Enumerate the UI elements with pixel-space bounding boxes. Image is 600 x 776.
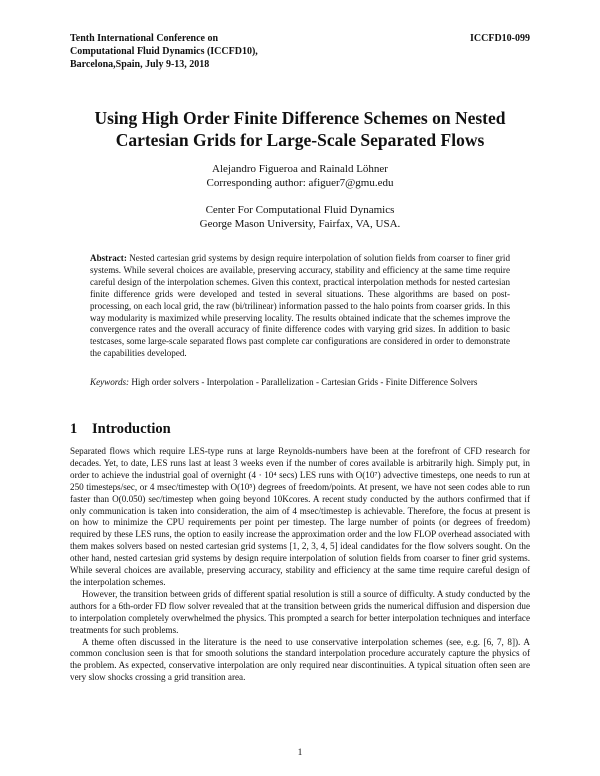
- body-paragraph: Separated flows which require LES-type runs at large Reynolds-numbers have been at the forefront of CFD research for decades. Yet, to date, LES runs last at least 3 weeks even if the number of cores available is arbitrarily high. Simply put, in order to achieve the industrial goal of overnight (4 · 10⁴ secs) LES runs with O(10⁷) advective timesteps, one needs to run at 250 timesteps/sec, or 4 msec/timestep with O(10⁵) degrees of freedom/points. At present, we have not seen codes able to run faster than O(0.050) sec/timestep when going beyond 10Kcores. A recent study conducted by the authors confirmed that if only communication is taken into consideration, the aim of 4 msec/timestep is achievable. Therefore, the focus at present is on how to minimize the CPU requirements per point per timestep. The large number of points (or degrees of freedom) required by these LES runs, the option to easily increase the approximation order and the low FLOP overhead associated with them makes solvers based on nested cartesian grid systems [1, 2, 3, 4, 5] ideal candidates for the flow solvers sought. On the other hand, nested cartesian grid systems by design require interpolation of solution fields from coarser to finer grid systems. While several choices are available, preserving accuracy, stability and efficiency at the same time require careful design of the interpolation schemes.: [70, 446, 530, 587]
- abstract-text: Nested cartesian grid systems by design require interpolation of solution fields from coarser to finer grid systems. While several choices are available, preserving accuracy, stability and efficiency at the same time require careful design of the interpolation schemes. Given this context, practical interpolation methods for nested cartesian finite difference grids were developed and tested in several situations. These algorithms are based on post-processing, on each local grid, the raw (bi/trilinear) information passed to the halo points from coarser grids. In this way modularity is maximized while preserving locality. The results obtained indicate that the schemes improve the convergence rates and the overall accuracy of finite difference codes with varying grid sizes. In addition to basic testcases, some large-scale separated flows past complete car configurations are considered in order to demonstrate the capabilities developed.: [90, 253, 510, 359]
- abstract: [90, 253, 510, 360]
- conference-line: Barcelona,Spain, July 9-13, 2018: [70, 59, 210, 70]
- body-paragraph: However, the transition between grids of different spatial resolution is still a source of difficulty. A study conducted by the authors for a 6th-order FD flow solver revealed that at the transition between grids the numerical diffusion and dispersion due to interpolation completely overwhelmed the physics. This prompted a search for better interpolation techniques and interface treatments for such problems.: [70, 588, 530, 635]
- corresponding-author: Corresponding author: afiguer7@gmu.edu: [206, 177, 394, 189]
- conference-line: Computational Fluid Dynamics (ICCFD10),: [70, 46, 258, 57]
- section-body: [70, 446, 530, 684]
- authors-block: [100, 162, 500, 190]
- affiliation-university: George Mason University, Fairfax, VA, USA.: [199, 218, 401, 230]
- keywords-label: Keywords:: [90, 377, 130, 387]
- paper-title: [60, 107, 540, 151]
- title-line: Using High Order Finite Difference Schemes on Nested: [94, 108, 506, 128]
- body-paragraph: A theme often discussed in the literature is the need to use conservative interpolation schemes (see, e.g. [6, 7, 8]). A common conclusion seen is that for smooth solutions the standard interpolation procedure accurately capture the physics of the problem. As expected, conservative interpolation are only required near discontinuities. A typical situation often seen are very slow shocks crossing a grid transition area.: [70, 636, 530, 683]
- author-names: Alejandro Figueroa and Rainald Löhner: [212, 163, 388, 175]
- section-title: Introduction: [92, 421, 171, 437]
- affiliation-block: [100, 203, 500, 231]
- affiliation-center: Center For Computational Fluid Dynamics: [205, 204, 395, 216]
- conference-line: Tenth International Conference on: [70, 33, 219, 44]
- paper-id: ICCFD10-099: [470, 33, 530, 44]
- section-heading: [70, 420, 171, 438]
- title-line: Cartesian Grids for Large-Scale Separated Flows: [115, 130, 485, 150]
- abstract-label: Abstract:: [90, 253, 127, 263]
- conference-header: [70, 32, 258, 71]
- keywords: [90, 377, 510, 389]
- page-number: 1: [297, 748, 303, 758]
- keywords-text: High order solvers - Interpolation - Parallelization - Cartesian Grids - Finite Difference Solvers: [131, 377, 478, 387]
- section-number: 1: [70, 421, 78, 437]
